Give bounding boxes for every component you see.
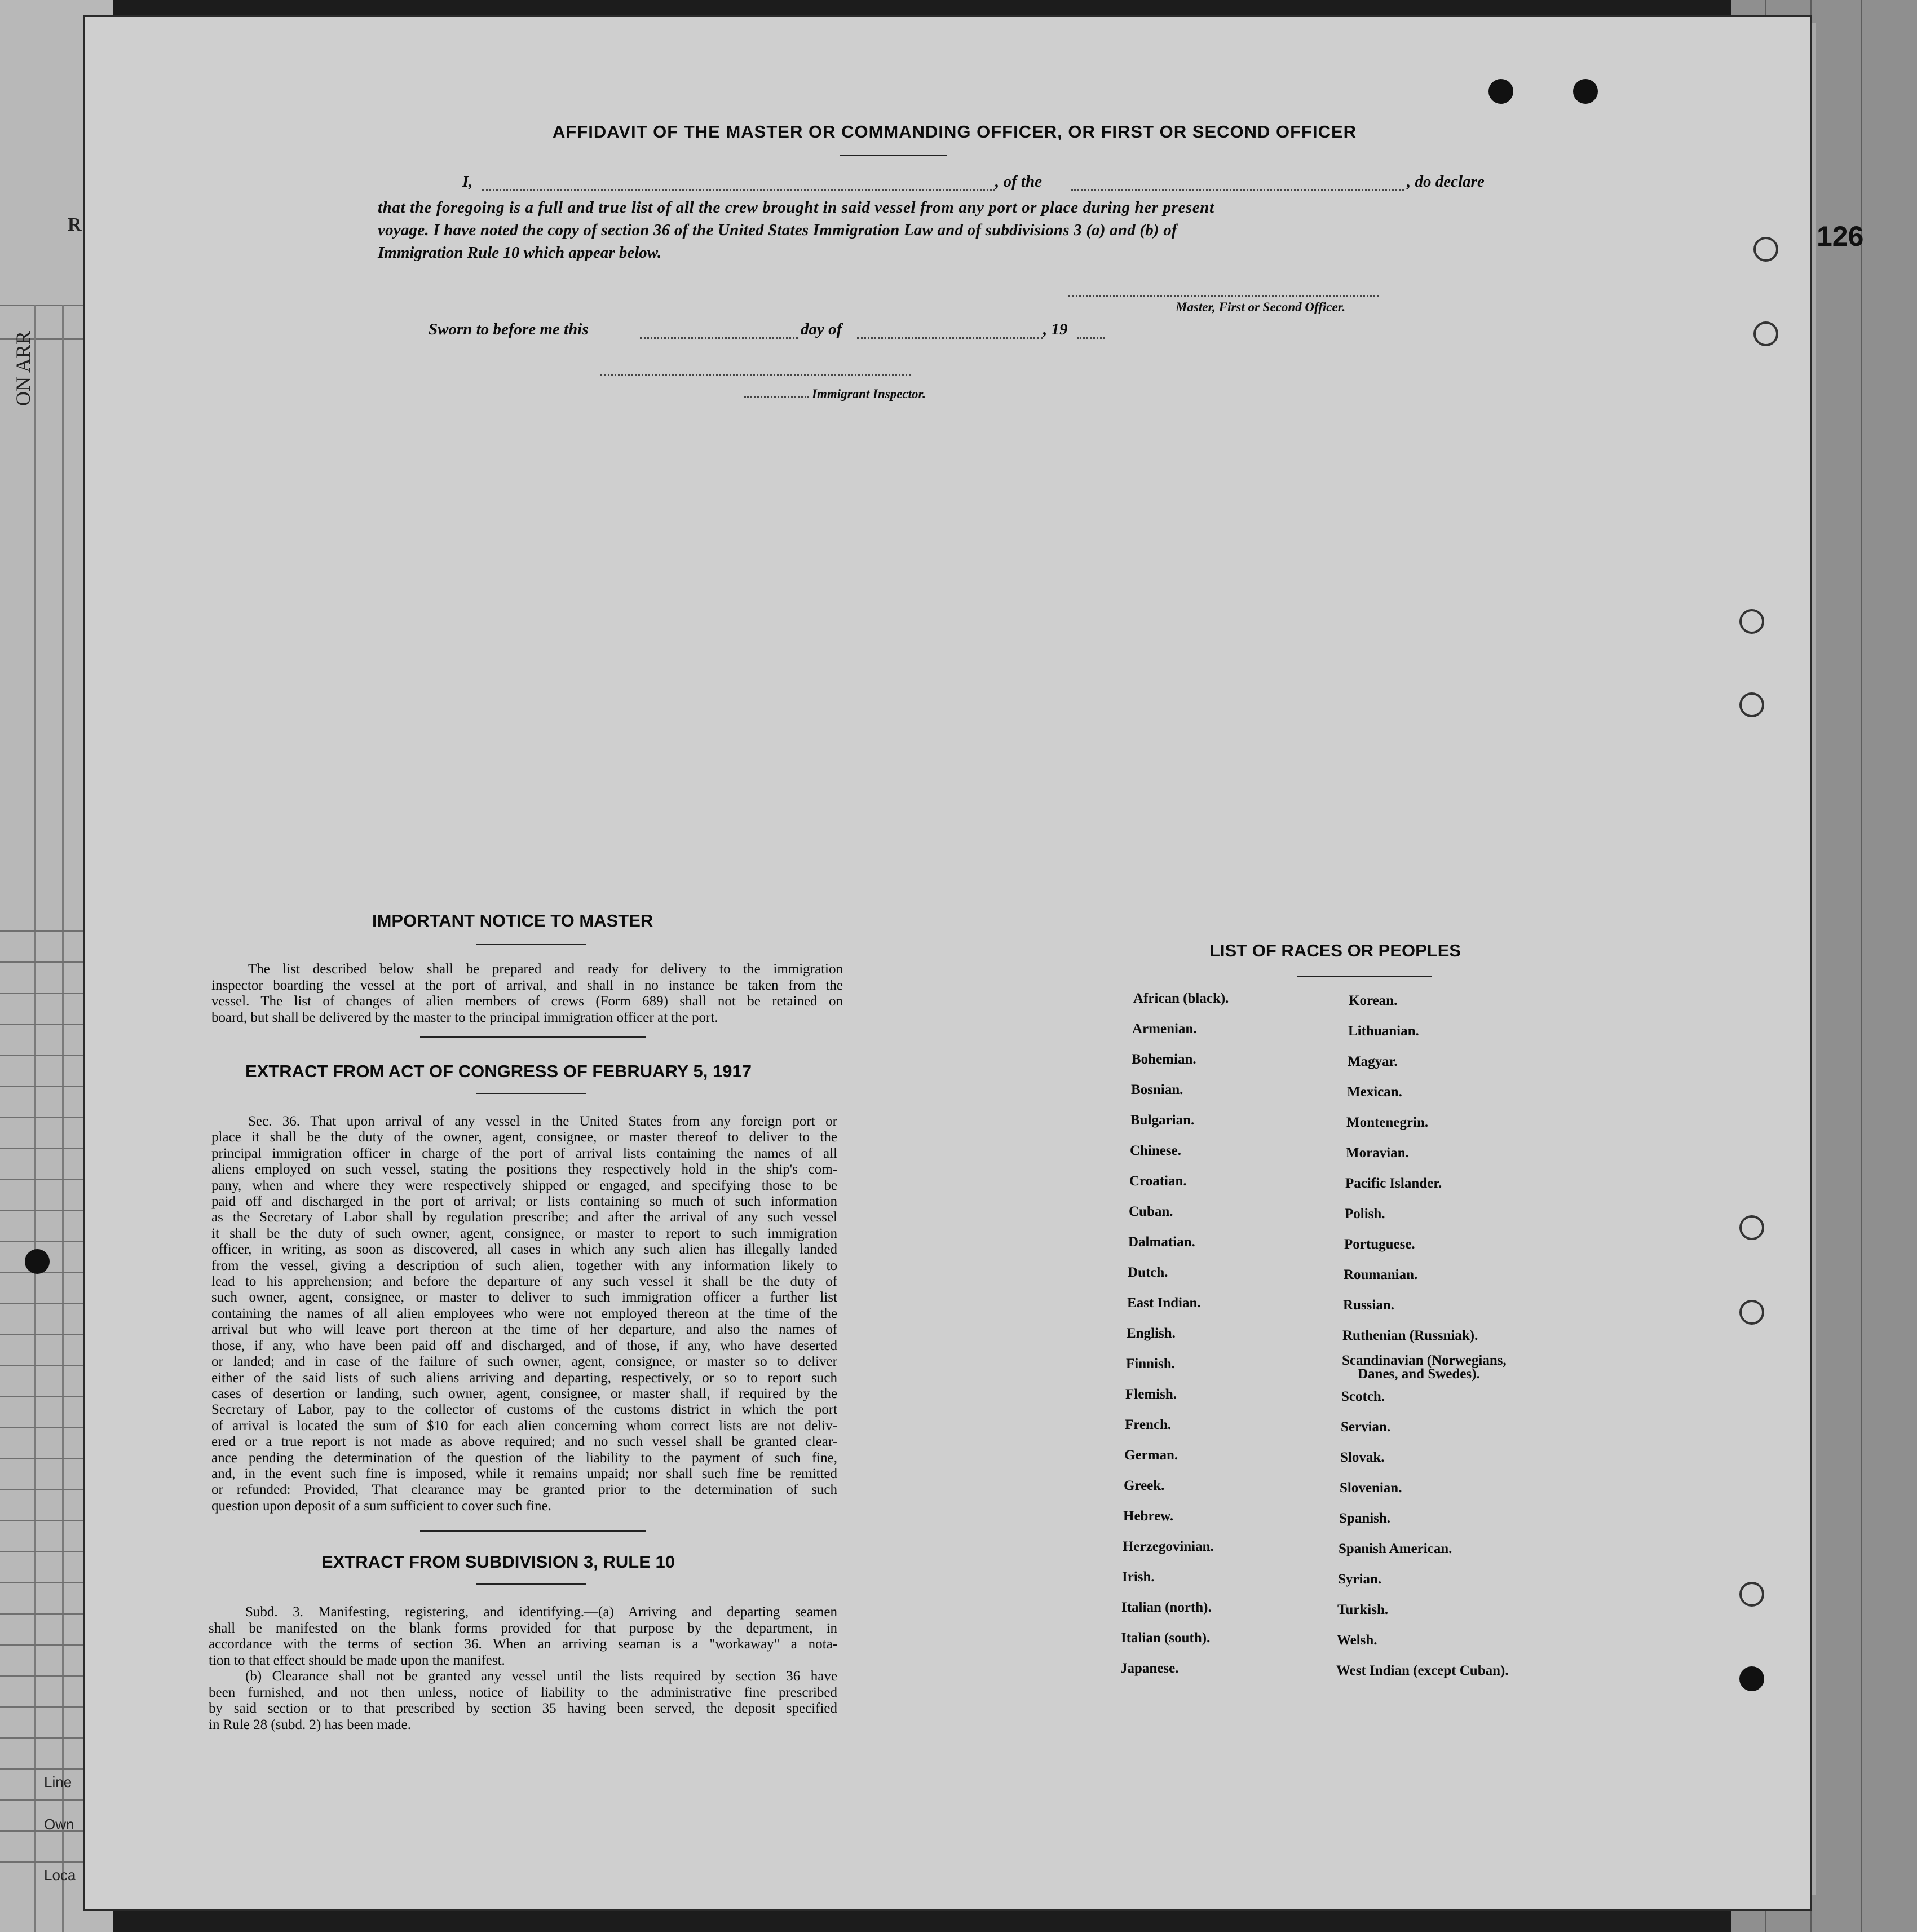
name-blank [482, 189, 995, 191]
race-right: Lithuanian. [1348, 1024, 1419, 1039]
act-bottom-rule [420, 1530, 646, 1532]
manifest-back-page [85, 17, 1810, 1909]
rule-line: by said section or to that prescribed by section 35 having been served, the deposit specified [209, 1701, 837, 1716]
underlying-bottom-label-1: Line [44, 1774, 72, 1790]
race-right: Roumanian. [1344, 1267, 1418, 1282]
affidavit-declare: , do declare [1407, 173, 1485, 191]
punch-hole [1488, 79, 1513, 104]
race-right: Spanish American. [1339, 1541, 1452, 1556]
race-left: Flemish. [1125, 1387, 1177, 1402]
master-signature-label: Master, First or Second Officer. [1176, 300, 1346, 314]
race-right: Spanish. [1339, 1511, 1391, 1526]
act-line: principal immigration officer in charge of the port of arrival lists containing the names of all [211, 1145, 837, 1161]
punch-hole [1739, 1582, 1764, 1607]
race-right: Scandinavian (Norwegians, [1342, 1353, 1507, 1368]
affidavit-line-3: voyage. I have noted the copy of section 36 of the United States Immigration Law and of subdivisions 3 (a) and (b) of [378, 221, 1177, 239]
race-left: Croatian. [1129, 1174, 1187, 1189]
inspector-label: Immigrant Inspector. [812, 387, 926, 401]
race-left: Italian (north). [1121, 1600, 1212, 1615]
race-right: Ruthenian (Russniak). [1342, 1328, 1478, 1343]
inspector-dots [744, 396, 809, 398]
race-right: West Indian (except Cuban). [1336, 1663, 1509, 1678]
race-left: Bosnian. [1131, 1082, 1183, 1097]
race-right: Slovak. [1340, 1450, 1385, 1465]
title-rule [840, 155, 947, 156]
act-line: such owner, agent, consignee, or master to deliver to such immigration officer a further list [211, 1290, 837, 1305]
punch-hole [1739, 1215, 1764, 1240]
act-line: it shall be the duty of such owner, agent, consignee, or master to report to such immigration [211, 1225, 837, 1241]
race-left: French. [1125, 1417, 1172, 1432]
act-line: cases of desertion or landing, such owner, agent, consignee, or master shall, if required by the [211, 1386, 837, 1401]
punch-hole [1739, 692, 1764, 717]
act-line: of arrival is located the sum of $10 for each alien concerning whom correct lists are not deliv- [211, 1418, 837, 1433]
punch-hole [1739, 1666, 1764, 1691]
act-line: lead to his apprehension; and before the departure of any such vessel it shall be the duty of [211, 1274, 837, 1290]
rule-extract-text [209, 1604, 837, 1733]
important-notice-title: IMPORTANT NOTICE TO MASTER [372, 911, 653, 930]
punch-hole [1573, 79, 1598, 104]
act-rule [476, 1093, 586, 1094]
act-line: and, in the event such fine is imposed, while it remains unpaid; nor shall such fine be remitted [211, 1466, 837, 1481]
rule-line: Subd. 3. Manifesting, registering, and identifying.—(a) Arriving and departing seamen [245, 1604, 837, 1620]
race-left: Japanese. [1120, 1661, 1179, 1676]
race-left: Cuban. [1129, 1204, 1173, 1219]
rule-line: accordance with the terms of section 36. When an arriving seaman is a "workaway" a nota- [209, 1637, 837, 1652]
underlying-bottom-label-3: Loca [44, 1867, 76, 1884]
act-line: ered or a true report is not made as above required; and no such vessel shall be granted clear- [211, 1434, 837, 1450]
act-extract-title: EXTRACT FROM ACT OF CONGRESS OF FEBRUARY 5, 1917 [245, 1061, 752, 1081]
race-right: Slovenian. [1340, 1480, 1402, 1496]
race-right: Servian. [1341, 1419, 1391, 1435]
race-right: Moravian. [1346, 1145, 1409, 1161]
race-right: Danes, and Swedes). [1358, 1366, 1480, 1382]
act-line: pany, when and where they were respectively shipped or engaged, and specifying those to be [211, 1177, 837, 1193]
punch-hole [1739, 609, 1764, 634]
sworn-day-of: day of [801, 320, 842, 338]
race-right: Montenegrin. [1346, 1115, 1429, 1130]
punch-hole [1753, 321, 1778, 346]
act-line: Secretary of Labor, pay to the collector of customs of the customs district in which the port [211, 1402, 837, 1418]
sworn-year-blank [1077, 337, 1105, 339]
notice-line: inspector boarding the vessel at the port of arrival, and shall in no instance be taken from the [211, 977, 843, 993]
race-left: Chinese. [1130, 1143, 1181, 1158]
sworn-month-blank [857, 337, 1043, 339]
race-left: East Indian. [1127, 1295, 1201, 1311]
race-right: Syrian. [1338, 1572, 1382, 1587]
race-right: Turkish. [1337, 1602, 1389, 1617]
race-right: Magyar. [1348, 1054, 1398, 1069]
race-right: Scotch. [1341, 1389, 1385, 1404]
rule-line: in Rule 28 (subd. 2) has been made. [209, 1717, 411, 1732]
act-line: officer, in writing, as soon as discovered, all cases in which any such alien has illegally landed [211, 1242, 837, 1258]
underlying-sheet-label: R [68, 214, 82, 235]
underlying-bottom-label-2: Own [44, 1816, 74, 1833]
page-number: 126 [1817, 220, 1864, 252]
vessel-blank [1071, 189, 1404, 191]
affidavit-of-the: , of the [995, 173, 1042, 191]
race-left: Herzegovinian. [1123, 1539, 1214, 1554]
act-line: aliens employed on such vessel, stating the positions they respectively hold in the ship's com- [211, 1162, 837, 1177]
race-right: Russian. [1343, 1298, 1395, 1313]
rule-line: been furnished, and not then unless, notice of liability to the administrative fine prescribed [209, 1684, 837, 1700]
inspector-signature-blank [600, 374, 911, 376]
act-line: ance pending the determination of the question of the liability to the payment of such fine, [211, 1450, 837, 1466]
race-left: Greek. [1124, 1478, 1165, 1493]
punch-hole [1753, 237, 1778, 262]
race-left: German. [1124, 1448, 1178, 1463]
race-left: Hebrew. [1123, 1508, 1174, 1524]
races-title: LIST OF RACES OR PEOPLES [1209, 941, 1461, 960]
rule-extract-rule [476, 1583, 586, 1585]
sworn-prefix: Sworn to before me this [429, 320, 589, 338]
race-right: Polish. [1345, 1206, 1385, 1221]
act-line: arrival but who will leave port thereon at the time of her departure, and also the names of [211, 1322, 837, 1338]
rule-line: tion to that effect should be made upon the manifest. [209, 1652, 505, 1668]
race-right: Welsh. [1337, 1633, 1377, 1648]
act-line: Sec. 36. That upon arrival of any vessel in the United States from any foreign port or [248, 1114, 837, 1129]
notice-line: vessel. The list of changes of alien members of crews (Form 689) shall not be retained on [211, 994, 843, 1009]
underlying-rotated-text: ON ARR [12, 330, 34, 406]
notice-bottom-rule [420, 1036, 646, 1038]
act-line: or landed; and in case of the failure of such owner, agent, consignee, or master so to deliver [211, 1354, 837, 1370]
act-line: question upon deposit of a sum sufficient to cover such fine. [211, 1498, 551, 1514]
race-right: Mexican. [1347, 1084, 1402, 1100]
act-line: either of the said lists of such aliens arriving and departing, respectively, or so to report such [211, 1370, 837, 1386]
race-left: African (black). [1133, 991, 1229, 1006]
race-left: Armenian. [1132, 1021, 1197, 1036]
rule-extract-title: EXTRACT FROM SUBDIVISION 3, RULE 10 [321, 1552, 675, 1572]
punch-hole [1739, 1300, 1764, 1325]
act-line: place it shall be the duty of the owner, agent, consignee, or master thereof to deliver to the [211, 1130, 837, 1145]
affidavit-line-2: that the foregoing is a full and true list of all the crew brought in said vessel from any port or place during her present [378, 199, 1214, 217]
notice-line: board, but shall be delivered by the master to the principal immigration officer at the port. [211, 1009, 718, 1025]
race-left: Italian (south). [1121, 1630, 1211, 1646]
act-extract-text [211, 1114, 837, 1514]
races-rule [1297, 976, 1432, 977]
important-notice-text [211, 961, 843, 1026]
act-line: those, if any, who have been paid off and discharged, and of those, if any, who have deserted [211, 1338, 837, 1353]
notice-rule [476, 944, 586, 945]
race-left: Irish. [1122, 1569, 1155, 1585]
rule-line: shall be manifested on the blank forms provided for that purpose by the department, in [209, 1620, 837, 1636]
race-left: Finnish. [1126, 1356, 1175, 1371]
affidavit-title: AFFIDAVIT OF THE MASTER OR COMMANDING OFFICER, OR FIRST OR SECOND OFFICER [553, 122, 1357, 142]
race-left: Bulgarian. [1130, 1113, 1195, 1128]
notice-line: The list described below shall be prepared and ready for delivery to the immigration [248, 961, 843, 977]
act-line: from the vessel, giving a description of such alien, together with any information likely to [211, 1258, 837, 1273]
act-line: paid off and discharged in the port of arrival; or lists containing so much of such information [211, 1194, 837, 1210]
race-right: Portuguese. [1344, 1237, 1415, 1252]
act-line: as the Secretary of Labor shall by regulation prescribe; and after the arrival of any such vessel [211, 1210, 837, 1225]
race-left: Dalmatian. [1128, 1234, 1195, 1250]
race-left: English. [1127, 1326, 1176, 1341]
rule-line: (b) Clearance shall not be granted any vessel until the lists required by section 36 have [245, 1669, 837, 1684]
act-line: containing the names of all alien employees who were not employed thereon at the time of the [211, 1305, 837, 1321]
act-line: or refunded: Provided, That clearance may be granted prior to the determination of such [211, 1482, 837, 1498]
race-right: Pacific Islander. [1345, 1176, 1442, 1191]
underlying-punch-hole [25, 1249, 50, 1274]
race-right: Korean. [1349, 993, 1398, 1008]
affidavit-line-4: Immigration Rule 10 which appear below. [378, 244, 662, 262]
sworn-year: , 19 [1043, 320, 1068, 338]
master-signature-blank [1068, 295, 1379, 297]
race-left: Dutch. [1128, 1265, 1168, 1280]
race-left: Bohemian. [1132, 1052, 1196, 1067]
sworn-day-blank [640, 337, 798, 339]
affidavit-i: I, [462, 173, 473, 191]
